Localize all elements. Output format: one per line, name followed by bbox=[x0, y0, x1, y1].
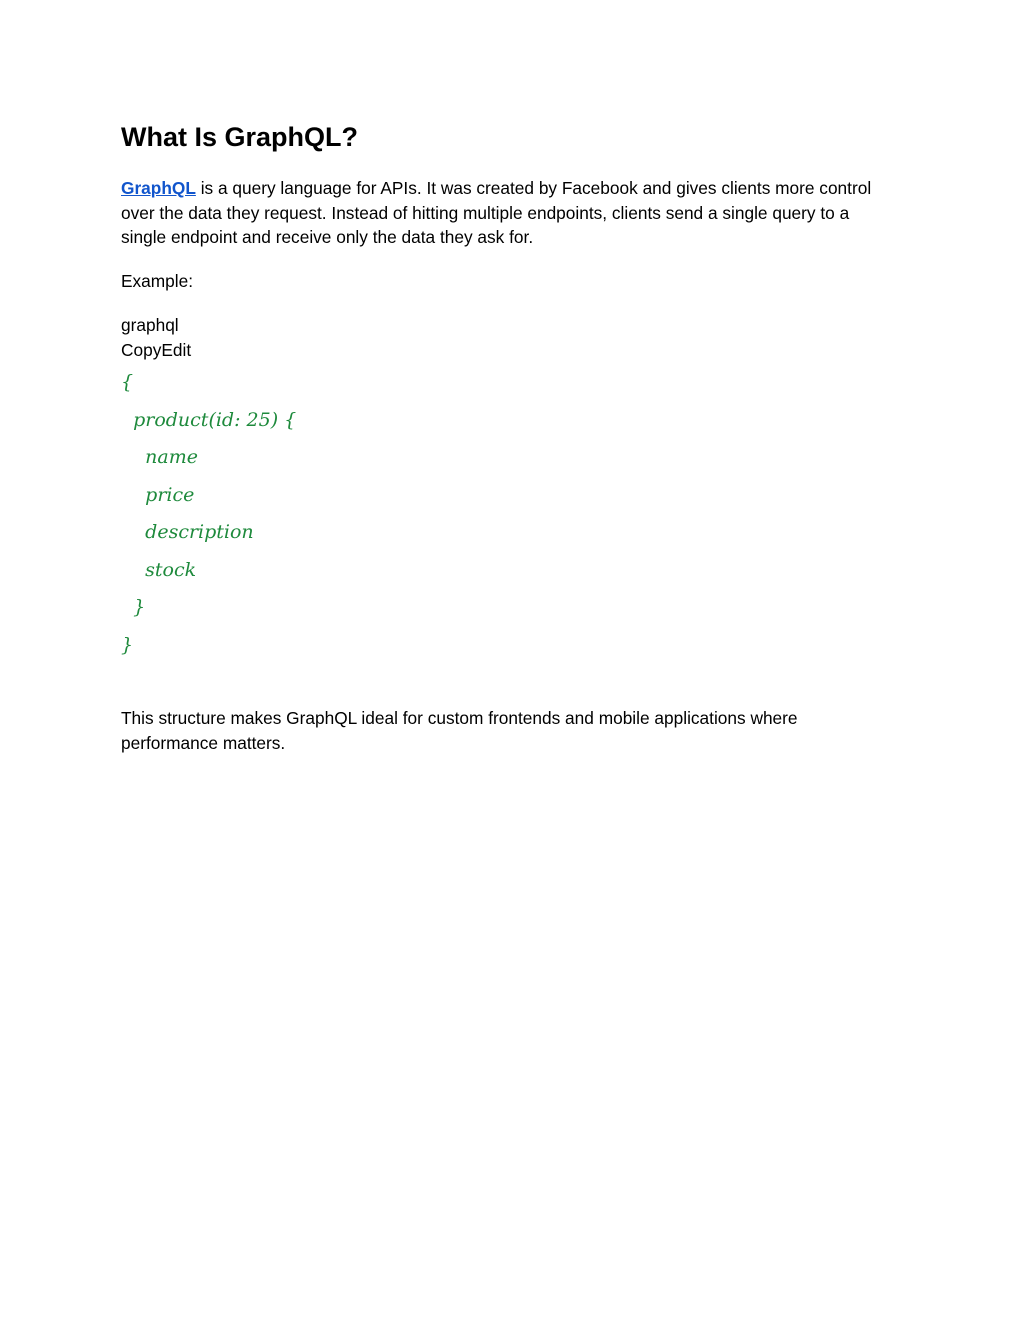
copy-edit-button[interactable]: CopyEdit bbox=[121, 340, 192, 360]
code-line: name bbox=[121, 446, 198, 468]
example-label: Example: bbox=[121, 271, 194, 291]
graphql-link[interactable]: GraphQL bbox=[121, 178, 196, 198]
code-line: product(id: 25) { bbox=[121, 408, 297, 431]
code-language-label: graphql bbox=[121, 315, 179, 335]
code-line: { bbox=[121, 371, 134, 393]
page-title: What Is GraphQL? bbox=[121, 122, 359, 152]
code-line: } bbox=[121, 596, 146, 618]
code-line: price bbox=[121, 483, 195, 506]
intro-paragraph bbox=[121, 176, 881, 250]
code-line: stock bbox=[121, 558, 197, 581]
code-block bbox=[121, 364, 296, 664]
code-line: description bbox=[121, 521, 254, 543]
outro-paragraph: This structure makes GraphQL ideal for custom frontends and mobile applications where performance matters. bbox=[121, 708, 798, 753]
code-line: } bbox=[121, 633, 134, 656]
intro-text: is a query language for APIs. It was created by Facebook and gives clients more control over the data they request. Instead of hitting multiple endpoints, clients send a single query to a single endpoint and receive only the data they ask for. bbox=[121, 178, 872, 247]
